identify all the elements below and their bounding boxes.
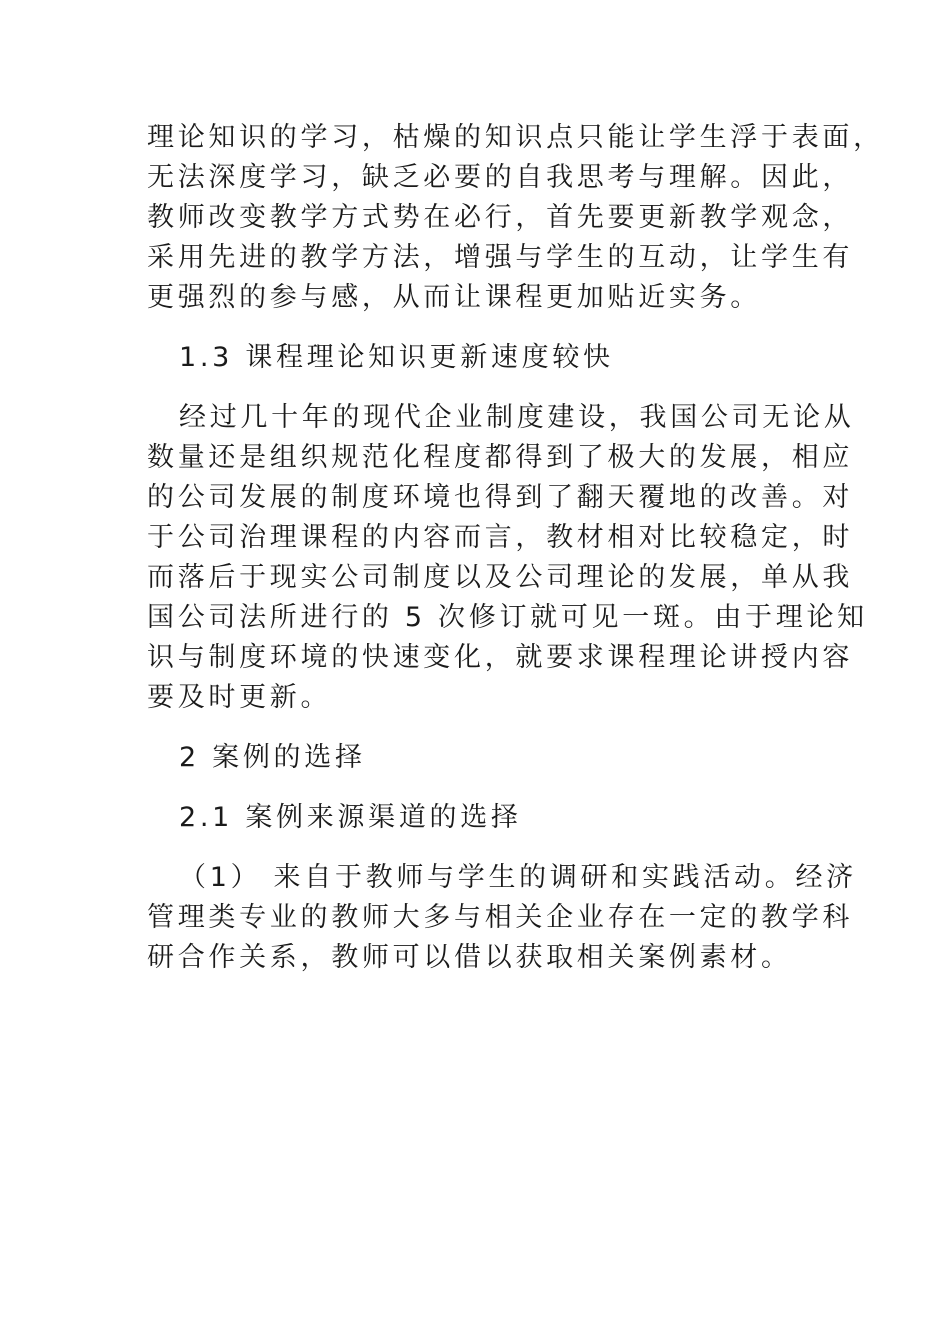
heading-text: 2 案例的选择 — [179, 742, 366, 773]
section-heading-2 — [147, 738, 807, 778]
text-line: 更强烈的参与感，从而让课程更加贴近实务。 — [147, 282, 761, 313]
text-line: 于公司治理课程的内容而言，教材相对比较稳定，时 — [147, 522, 854, 553]
text-line: 的公司发展的制度环境也得到了翻天覆地的改善。对 — [147, 482, 854, 513]
document-page — [147, 118, 884, 978]
text-line: 研合作关系，教师可以借以获取相关案例素材。 — [147, 942, 792, 973]
text-line: 经过几十年的现代企业制度建设，我国公司无论从 — [179, 402, 855, 433]
text-line: 识与制度环境的快速变化，就要求课程理论讲授内容 — [147, 642, 854, 673]
text-line: 理论知识的学习，枯燥的知识点只能让学生浮于表面， — [147, 122, 884, 153]
text-line: 而落后于现实公司制度以及公司理论的发展，单从我 — [147, 562, 854, 593]
text-line: 要及时更新。 — [147, 682, 332, 713]
section-heading-2-1 — [147, 798, 807, 838]
section-heading-1-3 — [147, 338, 807, 378]
text-line: 无法深度学习，缺乏必要的自我思考与理解。因此， — [147, 162, 854, 193]
heading-text: 1.3 课程理论知识更新速度较快 — [179, 342, 614, 373]
text-line: 国公司法所进行的 5 次修订就可见一斑。由于理论知 — [147, 602, 868, 633]
paragraph-3 — [147, 858, 857, 978]
text-line: （1） 来自于教师与学生的调研和实践活动。经济 — [179, 862, 857, 893]
paragraph-2 — [147, 398, 868, 718]
paragraph-1 — [147, 118, 884, 318]
text-line: 教师改变教学方式势在必行，首先要更新教学观念， — [147, 202, 854, 233]
text-line: 采用先进的教学方法，增强与学生的互动，让学生有 — [147, 242, 854, 273]
text-line: 数量还是组织规范化程度都得到了极大的发展，相应 — [147, 442, 854, 473]
text-line: 管理类专业的教师大多与相关企业存在一定的教学科 — [147, 902, 854, 933]
heading-text: 2.1 案例来源渠道的选择 — [179, 802, 522, 833]
